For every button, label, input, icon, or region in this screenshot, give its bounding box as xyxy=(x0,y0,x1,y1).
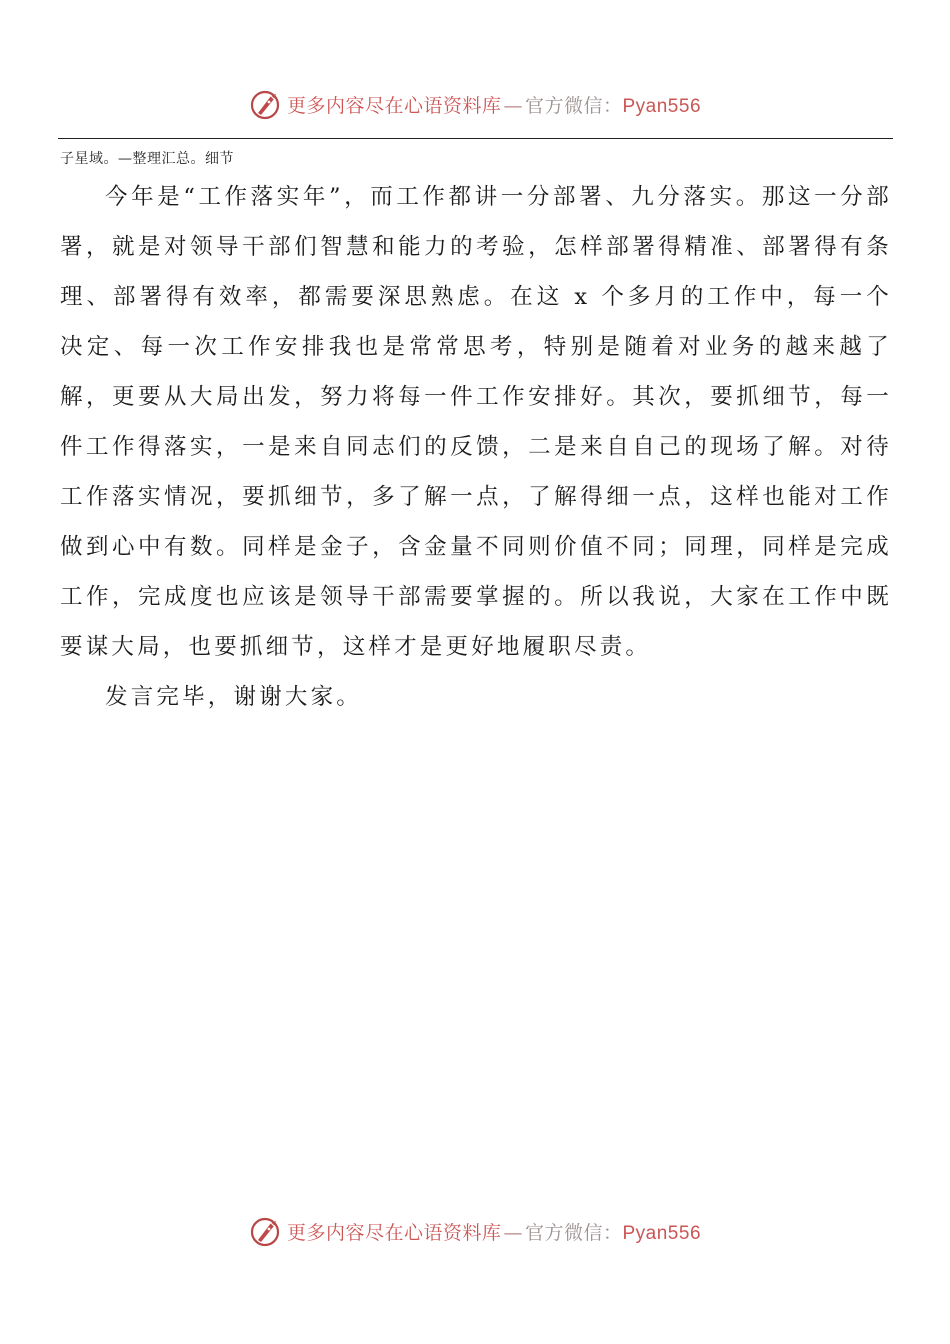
footer-wechat-label: 官方微信： xyxy=(524,1221,623,1244)
document-body xyxy=(60,172,892,722)
pen-logo-icon xyxy=(249,87,283,121)
footer-wechat-id: Pyan556 xyxy=(622,1222,702,1244)
banner-wechat-label: 官方微信： xyxy=(524,94,623,117)
header-divider xyxy=(58,138,893,139)
banner-site-name: 更多内容尽在心语资料库 xyxy=(286,94,502,117)
pen-logo-icon xyxy=(249,1214,283,1248)
header-banner xyxy=(0,84,950,124)
page-top-fragment: 子星域。—整理汇总。细节 xyxy=(60,151,234,167)
footer-separator: — xyxy=(503,1221,523,1244)
paragraph-closing: 发言完毕，谢谢大家。 xyxy=(105,684,363,710)
banner-separator: — xyxy=(503,94,523,117)
footer-site-name: 更多内容尽在心语资料库 xyxy=(286,1221,502,1244)
paragraph-main: 今年是“工作落实年”，而工作都讲一分部署、九分落实。那这一分部署，就是对领导干部们智慧和能力的考验，怎样部署得精准、部署得有条理、部署得有效率，都需要深思熟虑。在这 x 个多月的工作中，每一个决定、每一次工作安排我也是常常思考，特别是随着对业务的越来越了解，更要从大局出发，努力将每一件工作安排好。其次，要抓细节，每一件工作得落实，一是来自同志们的反馈，二是来自自己的现场了解。对待工作落实情况，要抓细节，多了解一点，了解得细一点，这样也能对工作做到心中有数。同样是金子，含金量不同则价值不同；同理，同样是完成工作，完成度也应该是领导干部需要掌握的。所以我说，大家在工作中既要谋大局，也要抓细节，这样才是更好地履职尽责。 xyxy=(60,184,892,660)
footer-banner xyxy=(0,1211,950,1251)
banner-wechat-id: Pyan556 xyxy=(622,95,702,117)
